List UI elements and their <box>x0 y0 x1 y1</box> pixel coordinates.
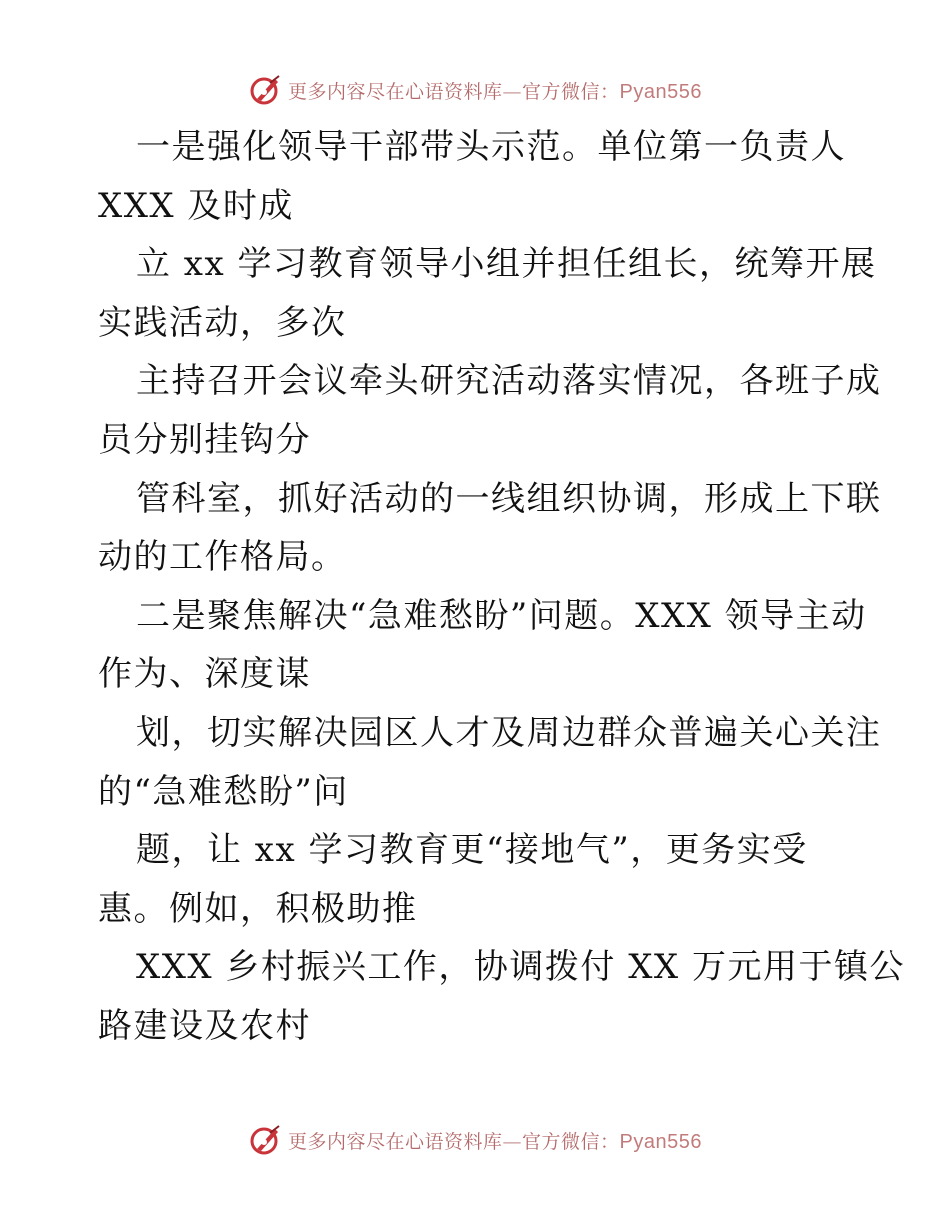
header-brand: 更多内容尽在心语资料库 <box>288 80 503 103</box>
body-line: 管科室，抓好活动的一线组织协调，形成上下联 <box>136 478 882 519</box>
header-banner <box>0 70 950 110</box>
footer-brand: 更多内容尽在心语资料库 <box>288 1130 503 1153</box>
footer-handle: Pyan556 <box>619 1130 702 1153</box>
footer-banner-text <box>288 1127 702 1154</box>
body-line: 实践活动，多次 <box>98 302 347 343</box>
body-line: 题，让 xx 学习教育更“接地气”，更务实受 <box>136 830 808 871</box>
quill-pen-logo-icon <box>248 73 282 107</box>
body-line: 惠。例如，积极助推 <box>98 888 418 929</box>
quill-pen-logo-icon <box>248 1123 282 1157</box>
header-handle: Pyan556 <box>619 80 702 103</box>
header-contact: 官方微信： <box>522 80 620 103</box>
body-line: 划，切实解决园区人才及周边群众普遍关心关注 <box>136 712 882 753</box>
body-line: 路建设及农村 <box>98 1005 311 1046</box>
body-line: XXX 及时成 <box>98 185 294 226</box>
body-line: 作为、深度谋 <box>98 654 311 695</box>
body-line: 员分别挂钩分 <box>98 419 311 460</box>
footer-contact: 官方微信： <box>522 1130 620 1153</box>
header-dash: — <box>502 80 523 103</box>
header-banner-text <box>288 77 702 104</box>
body-line: XXX 乡村振兴工作，协调拨付 XX 万元用于镇公 <box>136 947 905 988</box>
document-body <box>98 118 905 1056</box>
footer-dash: — <box>502 1130 523 1153</box>
body-line: 的“急难愁盼”问 <box>98 771 349 812</box>
body-line: 一是强化领导干部带头示范。单位第一负责人 <box>136 127 846 167</box>
body-line: 动的工作格局。 <box>98 537 347 578</box>
footer-banner <box>0 1120 950 1160</box>
body-line: 立 xx 学习教育领导小组并担任组长，统筹开展 <box>136 244 877 285</box>
body-line: 主持召开会议牵头研究活动落实情况，各班子成 <box>136 361 882 402</box>
body-line: 二是聚焦解决“急难愁盼”问题。XXX 领导主动 <box>136 595 867 636</box>
